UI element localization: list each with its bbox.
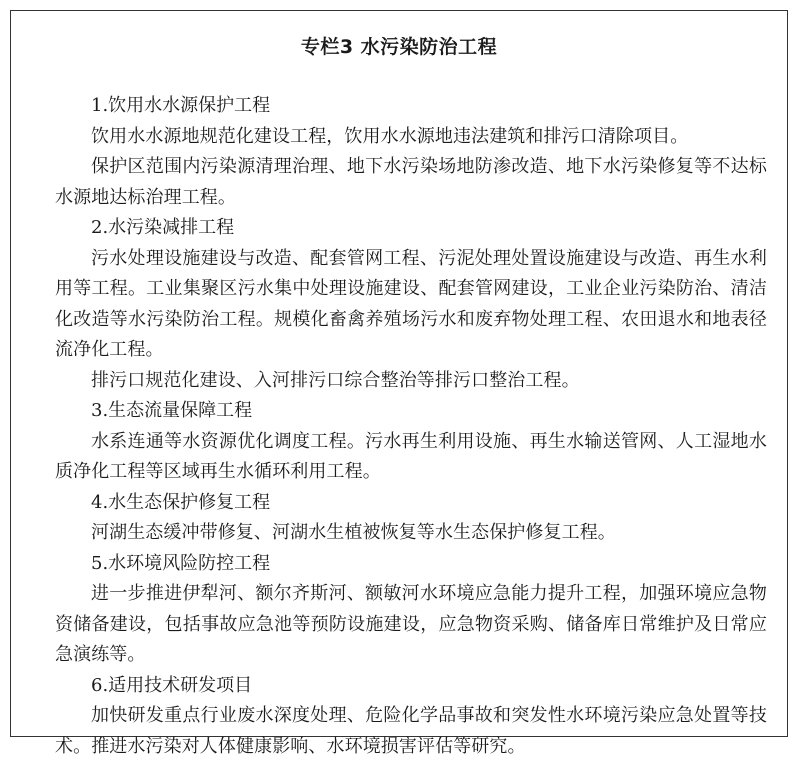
column-box: [10, 10, 788, 757]
section-heading-3: 3.生态流量保障工程: [91, 400, 253, 421]
column-content: [55, 91, 767, 762]
section-2-paragraph-2: 排污口规范化建设、入河排污口综合整治等排污口整治工程。: [91, 369, 580, 391]
column-title: 专栏3 水污染防治工程: [300, 36, 498, 58]
section-4-paragraph-1: 河湖生态缓冲带修复、河湖水生植被恢复等水生态保护修复工程。: [91, 522, 616, 543]
section-heading-2: 2.水污染减排工程: [91, 217, 235, 238]
section-3-paragraph-1: 水系连通等水资源优化调度工程。污水再生利用设施、再生水输送管网、人工湿地水质净化工程等区域再生水循环利用工程。: [55, 430, 767, 482]
section-6-paragraph-1: 加快研发重点行业废水深度处理、危险化学品事故和突发性水环境污染应急处置等技术。推进水污染对人体健康影响、水环境损害评估等研究。: [55, 705, 767, 757]
section-2-paragraph-1: 污水处理设施建设与改造、配套管网工程、污泥处理处置设施建设与改造、再生水利用等工程。工业集聚区污水集中处理设施建设、配套管网建设，工业企业污染防治、清洁化改造等水污染防治工程。规模化畜禽养殖场污水和废弃物处理工程、农田退水和地表径流净化工程。: [55, 247, 767, 360]
section-1-paragraph-1: 饮用水水源地规范化建设工程，饮用水水源地违法建筑和排污口清除项目。: [91, 125, 689, 147]
section-heading-6: 6.适用技术研发项目: [91, 674, 253, 696]
section-5-paragraph-1: 进一步推进伊犁河、额尔齐斯河、额敏河水环境应急能力提升工程，加强环境应急物资储备建设，包括事故应急池等预防设施建设，应急物资采购、储备库日常维护及日常应急演练等。: [55, 583, 767, 665]
section-1-paragraph-2: 保护区范围内污染源清理治理、地下水污染场地防渗改造、地下水污染修复等不达标水源地达标治理工程。: [55, 156, 767, 208]
section-heading-4: 4.水生态保护修复工程: [91, 491, 271, 513]
section-heading-5: 5.水环境风险防控工程: [91, 552, 271, 574]
section-heading-1: 1.饮用水水源保护工程: [91, 95, 271, 116]
